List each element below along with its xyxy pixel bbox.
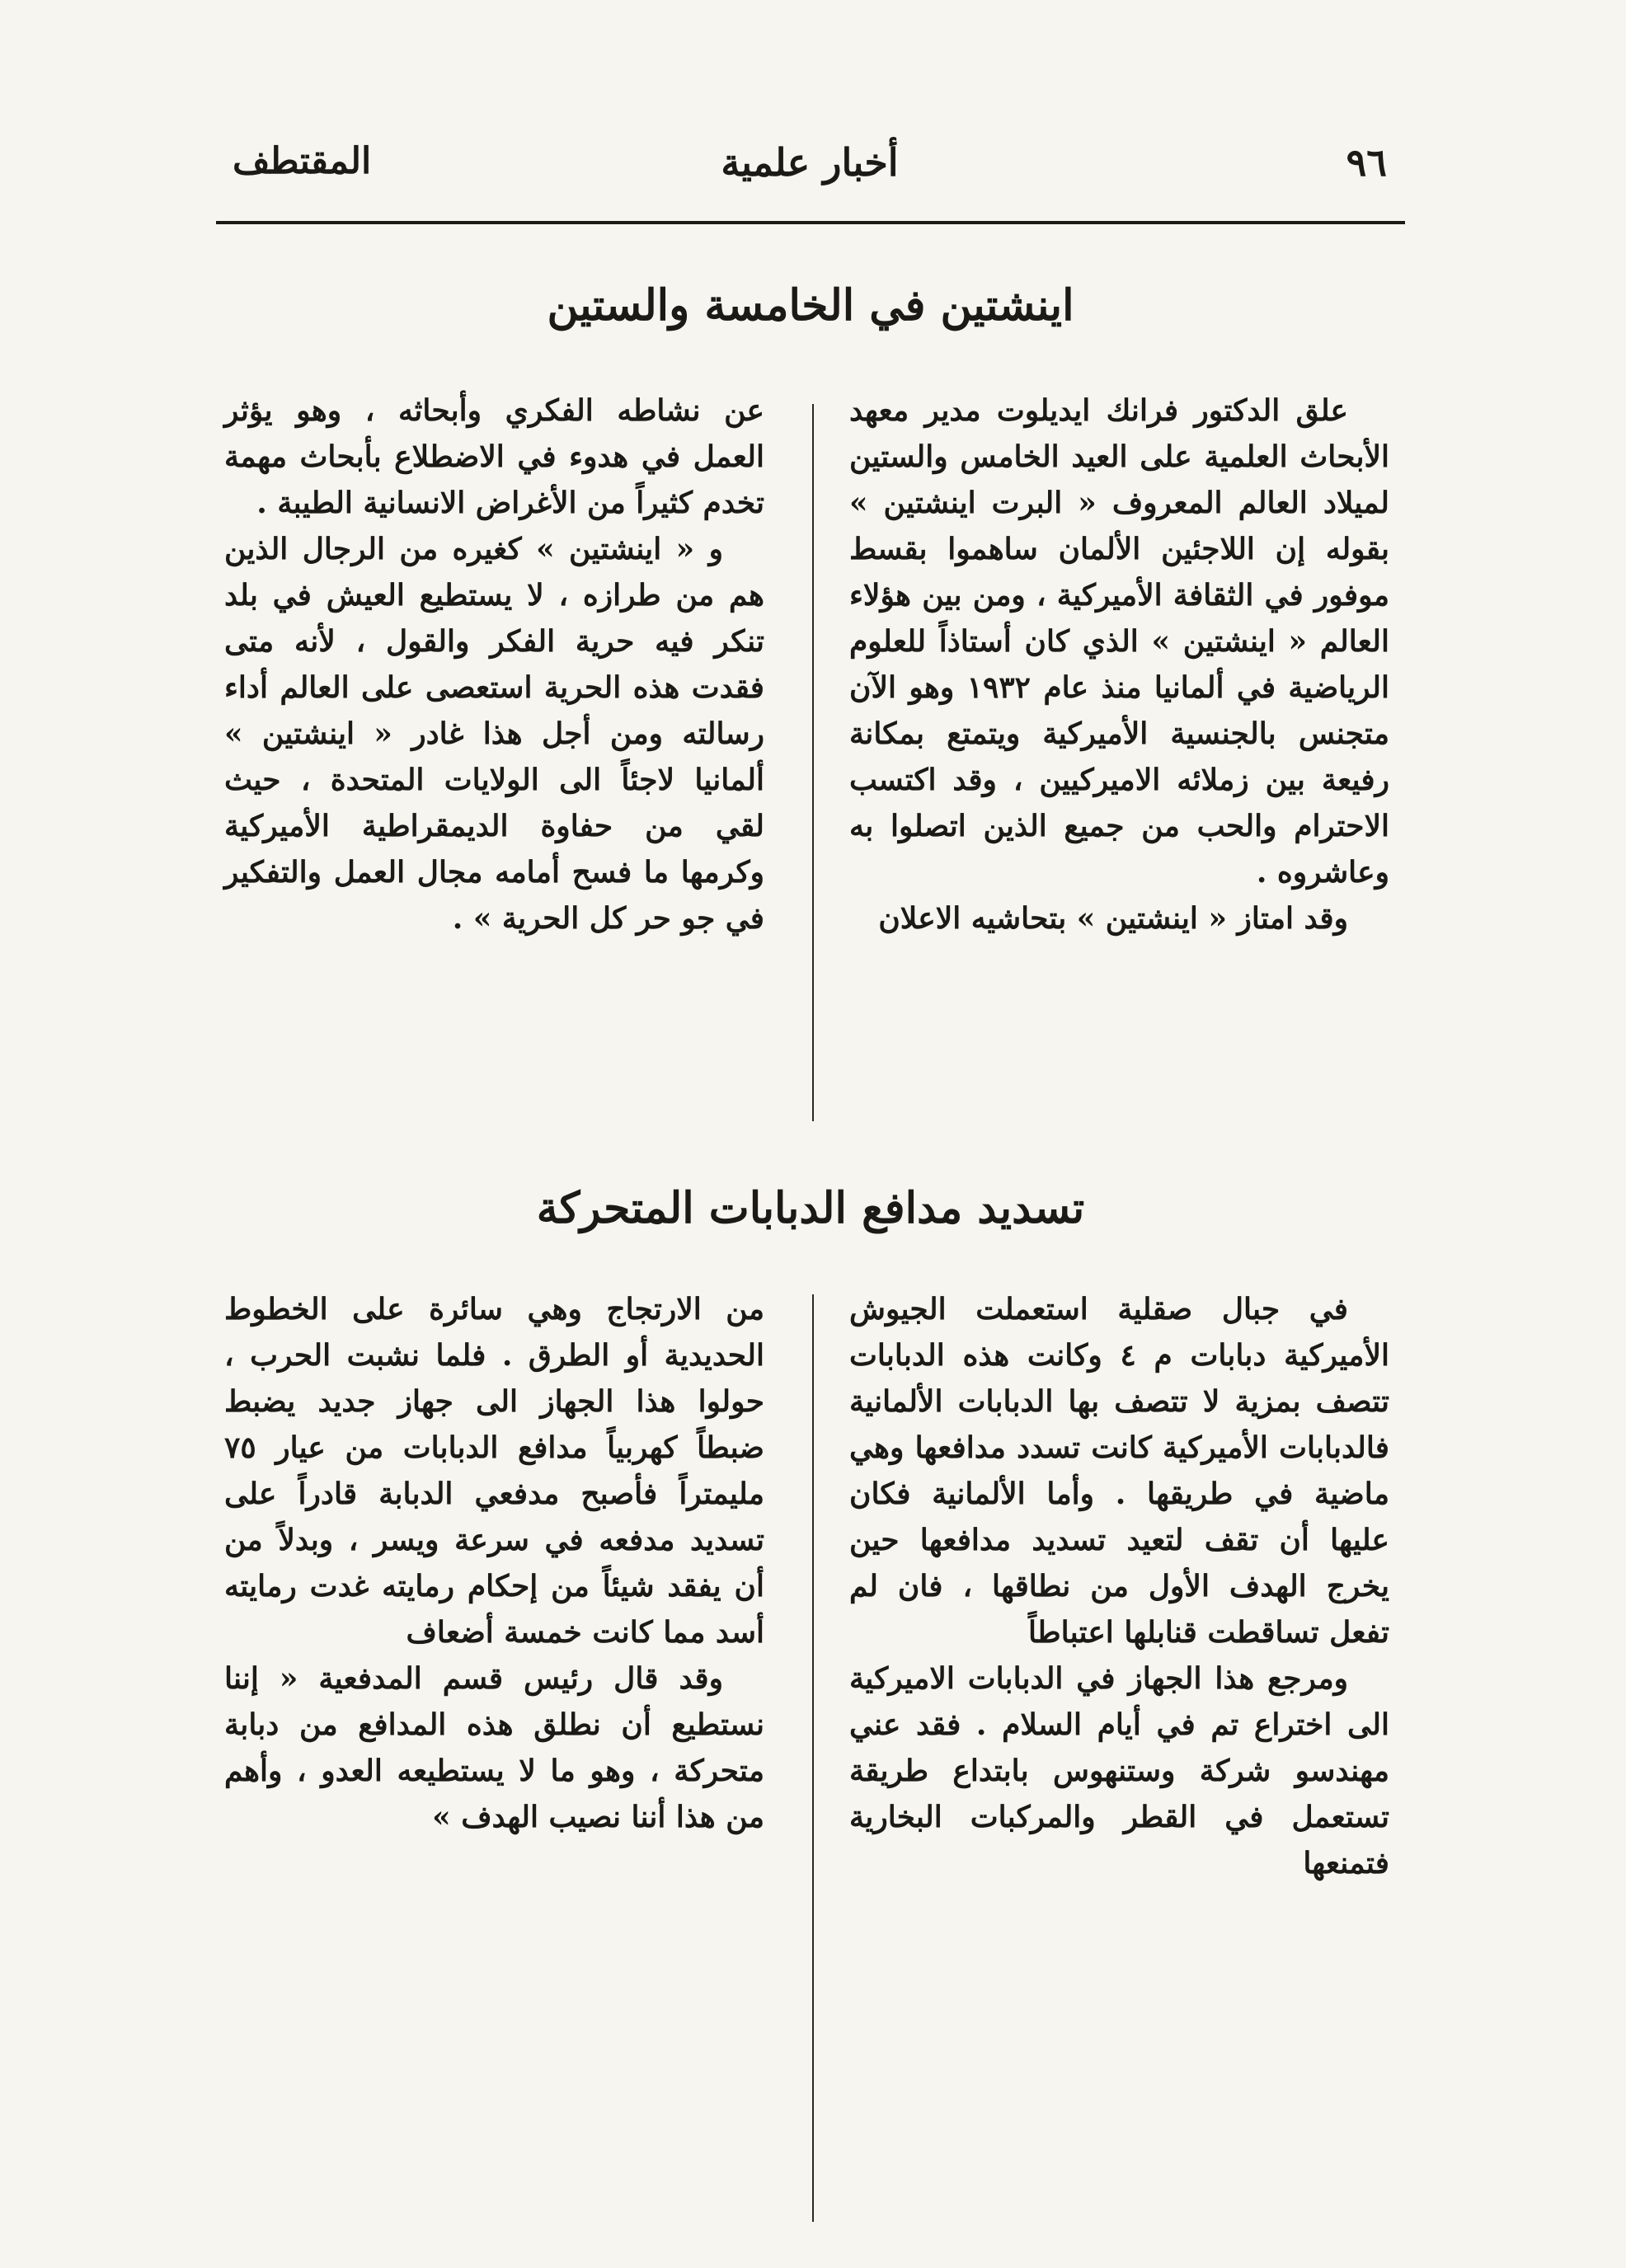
section-title: أخبار علمية [721,140,899,185]
column-divider [812,1294,814,2222]
article-einstein-left-column [224,387,764,941]
article-paragraph: و « اينشتين » كغيره من الرجال الذين هم من طرازه ، لا يستطيع العيش في بلد تنكر فيه حرية الفكر والقول ، لأنه متى فقدت هذه الحرية استعصى على العالم أداء رسالته ومن أجل هذا غادر « اينشتين » ألمانيا لاجئاً الى الولايات المتحدة ، حيث لقي من حفاوة الديمقراطية الأميركية وكرمها ما فسح أمامه مجال العمل والتفكير في جو حر كل الحرية » . [224,532,764,936]
header-rule [216,221,1405,224]
article-tanks-left-column [224,1286,764,1840]
article-title-einstein: اينشتين في الخامسة والستين [547,280,1074,331]
journal-name: المقتطف [233,140,372,182]
article-einstein-right-column [849,387,1389,941]
article-paragraph: وقد قال رئيس قسم المدفعية « إننا نستطيع أن نطلق هذه المدافع من دبابة متحركة ، وهو ما لا يستطيعه العدو ، وأهم من هذا أننا نصيب الهدف » [224,1661,764,1834]
column-divider [812,404,814,1121]
article-paragraph: علق الدكتور فرانك ايديلوت مدير معهد الأبحاث العلمية على العيد الخامس والستين لميلاد العالم المعروف « البرت اينشتين » بقوله إن اللاجئين الألمان ساهموا بقسط موفور في الثقافة الأميركية ، ومن بين هؤلاء العالم « اينشتين » الذي كان أستاذاً للعلوم الرياضية في ألمانيا منذ عام ١٩٣٢ وهو الآن متجنس بالجنسية الأميركية ويتمتع بمكانة رفيعة بين زملائه الاميركيين ، وقد اكتسب الاحترام والحب من جميع الذين اتصلوا به وعاشروه . [849,393,1389,890]
page-header [216,140,1403,206]
page-number: ٩٦ [1346,140,1387,185]
article-paragraph: من الارتجاج وهي سائرة على الخطوط الحديدية أو الطرق . فلما نشبت الحرب ، حولوا هذا الجهاز الى جهاز جديد يضبط ضبطاً كهربياً مدافع الدبابات من عيار ٧٥ مليمتراً فأصبح مدفعي الدبابة قادراً على تسديد مدفعه في سرعة ويسر ، وبدلاً من أن يفقد شيئاً من إحكام رمايته غدت رمايته أسد مما كانت خمسة أضعاف [224,1292,764,1650]
article-paragraph: في جبال صقلية استعملت الجيوش الأميركية دبابات م ٤ وكانت هذه الدبابات تتصف بمزية لا تتصف بها الدبابات الألمانية فالدبابات الأميركية كانت تسدد مدافعها وهي ماضية في طريقها . وأما الألمانية فكان عليها أن تقف لتعيد تسديد مدافعها حين يخرج الهدف الأول من نطاقها ، فان لم تفعل تساقطت قنابلها اعتباطاً [849,1292,1389,1650]
article-title-tank-guns: تسديد مدافع الدبابات المتحركة [536,1183,1085,1233]
article-tanks-right-column [849,1286,1389,1886]
article-paragraph: وقد امتاز « اينشتين » بتحاشيه الاعلان [878,901,1348,936]
article-paragraph: عن نشاطه الفكري وأبحاثه ، وهو يؤثر العمل في هدوء في الاضطلاع بأبحاث مهمة تخدم كثيراً من الأغراض الانسانية الطيبة . [224,393,764,520]
article-paragraph: ومرجع هذا الجهاز في الدبابات الاميركية الى اختراع تم في أيام السلام . فقد عني مهندسو شركة وستنهوس بابتداع طريقة تستعمل في القطر والمركبات البخارية فتمنعها [849,1661,1389,1881]
